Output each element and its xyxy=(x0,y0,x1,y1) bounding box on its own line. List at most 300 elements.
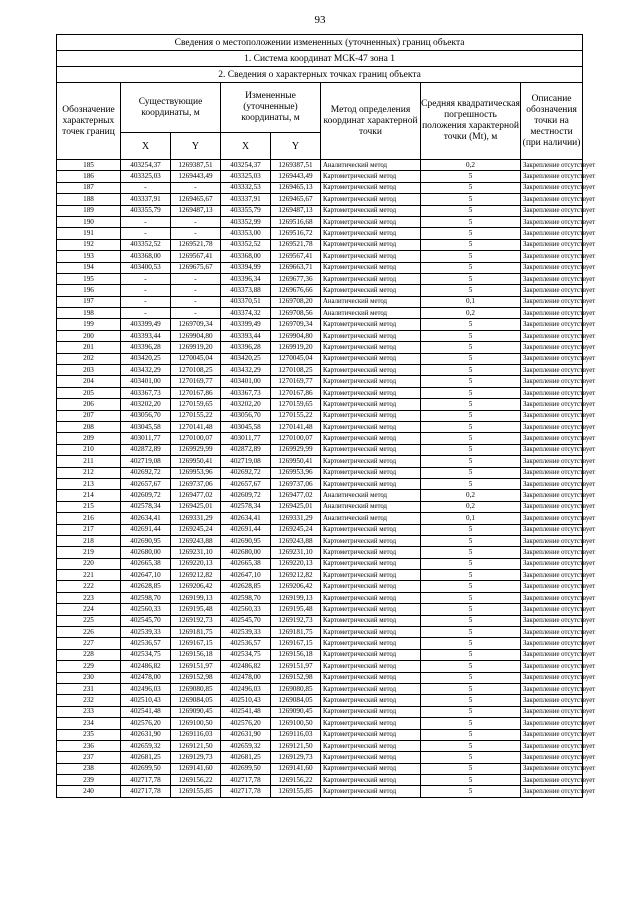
cell-existing-y: 1269904,80 xyxy=(171,330,221,341)
cell-existing-x: - xyxy=(121,273,171,284)
cell-changed-y: 1269199,13 xyxy=(271,592,321,603)
table-row xyxy=(57,433,583,444)
cell-changed-x: 403367,73 xyxy=(221,387,271,398)
cell-existing-y: 1269167,15 xyxy=(171,638,221,649)
cell-existing-x: 402717,78 xyxy=(121,786,171,797)
cell-point-id: 197 xyxy=(57,296,121,307)
cell-point-id: 213 xyxy=(57,478,121,489)
cell-method: Картометрический метод xyxy=(321,387,421,398)
table-row xyxy=(57,775,583,786)
table-row xyxy=(57,763,583,774)
cell-point-id: 201 xyxy=(57,342,121,353)
cell-existing-y: - xyxy=(171,285,221,296)
cell-existing-x: 402691,44 xyxy=(121,524,171,535)
cell-accuracy: 5 xyxy=(421,387,521,398)
cell-accuracy: 0,2 xyxy=(421,501,521,512)
cell-description: Закрепление отсутствует xyxy=(521,729,583,740)
table-row xyxy=(57,182,583,193)
cell-method: Картометрический метод xyxy=(321,672,421,683)
cell-existing-y: 1269331,29 xyxy=(171,513,221,524)
cell-description: Закрепление отсутствует xyxy=(521,456,583,467)
cell-accuracy: 5 xyxy=(421,786,521,797)
cell-changed-x: 402699,50 xyxy=(221,763,271,774)
cell-accuracy: 5 xyxy=(421,752,521,763)
cell-existing-y: 1269156,22 xyxy=(171,775,221,786)
cell-accuracy: 5 xyxy=(421,672,521,683)
cell-changed-x: 402560,33 xyxy=(221,604,271,615)
table-row xyxy=(57,171,583,182)
cell-method: Картометрический метод xyxy=(321,649,421,660)
cell-changed-y: 1269331,29 xyxy=(271,513,321,524)
cell-existing-y: 1269152,98 xyxy=(171,672,221,683)
cell-changed-x: 402692,72 xyxy=(221,467,271,478)
cell-accuracy: 5 xyxy=(421,182,521,193)
table-row xyxy=(57,194,583,205)
table-row xyxy=(57,342,583,353)
cell-method: Картометрический метод xyxy=(321,638,421,649)
cell-changed-x: 402647,10 xyxy=(221,570,271,581)
cell-description: Закрепление отсутствует xyxy=(521,342,583,353)
table-row xyxy=(57,205,583,216)
cell-method: Картометрический метод xyxy=(321,627,421,638)
cell-accuracy: 5 xyxy=(421,205,521,216)
cell-changed-y: 1269737,06 xyxy=(271,478,321,489)
col-header-changed: Измененные (уточненные) координаты, м xyxy=(221,83,321,133)
cell-changed-y: 1269516,68 xyxy=(271,216,321,227)
cell-existing-y: 1269121,50 xyxy=(171,740,221,751)
cell-accuracy: 5 xyxy=(421,410,521,421)
cell-changed-y: 1269090,45 xyxy=(271,706,321,717)
cell-point-id: 233 xyxy=(57,706,121,717)
table-row xyxy=(57,501,583,512)
cell-existing-x: 403045,58 xyxy=(121,421,171,432)
cell-changed-y: 1269141,60 xyxy=(271,763,321,774)
cell-changed-x: 403373,88 xyxy=(221,285,271,296)
cell-existing-y: 1269199,13 xyxy=(171,592,221,603)
cell-description: Закрепление отсутствует xyxy=(521,160,583,171)
cell-description: Закрепление отсутствует xyxy=(521,228,583,239)
cell-changed-x: 402545,70 xyxy=(221,615,271,626)
cell-existing-x: 403011,77 xyxy=(121,433,171,444)
cell-existing-x: 402719,08 xyxy=(121,456,171,467)
table-row xyxy=(57,490,583,501)
cell-point-id: 189 xyxy=(57,205,121,216)
cell-changed-x: 402578,34 xyxy=(221,501,271,512)
cell-existing-x: 402657,67 xyxy=(121,478,171,489)
cell-existing-y: 1269953,96 xyxy=(171,467,221,478)
cell-accuracy: 5 xyxy=(421,775,521,786)
cell-method: Картометрический метод xyxy=(321,467,421,478)
cell-method: Картометрический метод xyxy=(321,456,421,467)
cell-description: Закрепление отсутствует xyxy=(521,672,583,683)
cell-point-id: 205 xyxy=(57,387,121,398)
cell-method: Аналитический метод xyxy=(321,296,421,307)
cell-existing-x: 402541,48 xyxy=(121,706,171,717)
cell-existing-y: 1269737,06 xyxy=(171,478,221,489)
cell-existing-y: 1269567,41 xyxy=(171,251,221,262)
cell-changed-x: 403399,49 xyxy=(221,319,271,330)
table-row xyxy=(57,729,583,740)
col-header-existing-x: X xyxy=(121,133,171,160)
cell-description: Закрепление отсутствует xyxy=(521,296,583,307)
cell-method: Картометрический метод xyxy=(321,695,421,706)
col-header-description: Описание обозначения точки на местности (при наличии) xyxy=(521,83,583,160)
cell-changed-x: 402609,72 xyxy=(221,490,271,501)
cell-accuracy: 5 xyxy=(421,467,521,478)
cell-existing-x: - xyxy=(121,308,171,319)
cell-changed-y: 1269206,42 xyxy=(271,581,321,592)
cell-point-id: 226 xyxy=(57,627,121,638)
cell-description: Закрепление отсутствует xyxy=(521,421,583,432)
cell-changed-y: 1269181,75 xyxy=(271,627,321,638)
cell-description: Закрепление отсутствует xyxy=(521,433,583,444)
cell-point-id: 187 xyxy=(57,182,121,193)
table-row xyxy=(57,467,583,478)
cell-changed-y: 1269231,10 xyxy=(271,547,321,558)
cell-point-id: 196 xyxy=(57,285,121,296)
cell-changed-x: 402872,89 xyxy=(221,444,271,455)
cell-accuracy: 5 xyxy=(421,604,521,615)
table-row xyxy=(57,615,583,626)
cell-existing-x: 403399,49 xyxy=(121,319,171,330)
cell-description: Закрепление отсутствует xyxy=(521,490,583,501)
cell-description: Закрепление отсутствует xyxy=(521,194,583,205)
cell-point-id: 212 xyxy=(57,467,121,478)
cell-accuracy: 5 xyxy=(421,581,521,592)
cell-changed-x: 402534,75 xyxy=(221,649,271,660)
table-row xyxy=(57,160,583,171)
cell-point-id: 237 xyxy=(57,752,121,763)
cell-description: Закрепление отсутствует xyxy=(521,330,583,341)
cell-changed-x: 403396,28 xyxy=(221,342,271,353)
cell-existing-x: 403400,53 xyxy=(121,262,171,273)
cell-description: Закрепление отсутствует xyxy=(521,604,583,615)
cell-accuracy: 5 xyxy=(421,330,521,341)
cell-existing-y: 1269465,67 xyxy=(171,194,221,205)
cell-description: Закрепление отсутствует xyxy=(521,365,583,376)
cell-accuracy: 5 xyxy=(421,661,521,672)
cell-point-id: 227 xyxy=(57,638,121,649)
cell-description: Закрепление отсутствует xyxy=(521,638,583,649)
cell-existing-x: 402598,70 xyxy=(121,592,171,603)
table-row xyxy=(57,524,583,535)
cell-existing-y: 1269151,97 xyxy=(171,661,221,672)
cell-changed-y: 1269919,20 xyxy=(271,342,321,353)
cell-changed-x: 403011,77 xyxy=(221,433,271,444)
cell-description: Закрепление отсутствует xyxy=(521,615,583,626)
cell-description: Закрепление отсутствует xyxy=(521,683,583,694)
cell-method: Картометрический метод xyxy=(321,376,421,387)
cell-existing-y: - xyxy=(171,308,221,319)
table-row xyxy=(57,604,583,615)
cell-changed-x: 402539,33 xyxy=(221,627,271,638)
cell-existing-x: 402681,25 xyxy=(121,752,171,763)
cell-description: Закрепление отсутствует xyxy=(521,786,583,797)
cell-description: Закрепление отсутствует xyxy=(521,501,583,512)
cell-changed-y: 1270108,25 xyxy=(271,365,321,376)
cell-changed-y: 1269465,67 xyxy=(271,194,321,205)
cell-point-id: 186 xyxy=(57,171,121,182)
table-row xyxy=(57,638,583,649)
cell-point-id: 240 xyxy=(57,786,121,797)
cell-changed-y: 1269929,99 xyxy=(271,444,321,455)
cell-point-id: 202 xyxy=(57,353,121,364)
table-row xyxy=(57,285,583,296)
cell-existing-y: 1269950,41 xyxy=(171,456,221,467)
cell-description: Закрепление отсутствует xyxy=(521,467,583,478)
cell-existing-y: 1269206,42 xyxy=(171,581,221,592)
cell-changed-x: 402659,32 xyxy=(221,740,271,751)
cell-point-id: 199 xyxy=(57,319,121,330)
cell-existing-x: 403368,00 xyxy=(121,251,171,262)
table-row xyxy=(57,581,583,592)
cell-accuracy: 0,1 xyxy=(421,296,521,307)
cell-method: Аналитический метод xyxy=(321,308,421,319)
col-header-point-id: Обозначение характерных точек границ xyxy=(57,83,121,160)
cell-point-id: 211 xyxy=(57,456,121,467)
cell-method: Картометрический метод xyxy=(321,718,421,729)
cell-changed-y: 1269245,24 xyxy=(271,524,321,535)
cell-existing-x: 402578,34 xyxy=(121,501,171,512)
cell-existing-x: 402699,50 xyxy=(121,763,171,774)
cell-point-id: 203 xyxy=(57,365,121,376)
cell-existing-x: 402510,43 xyxy=(121,695,171,706)
cell-method: Картометрический метод xyxy=(321,706,421,717)
cell-method: Картометрический метод xyxy=(321,581,421,592)
cell-changed-y: 1270045,04 xyxy=(271,353,321,364)
cell-existing-x: 402665,38 xyxy=(121,558,171,569)
cell-accuracy: 5 xyxy=(421,273,521,284)
cell-changed-x: 403202,20 xyxy=(221,399,271,410)
cell-existing-y: 1269129,73 xyxy=(171,752,221,763)
cell-description: Закрепление отсутствует xyxy=(521,285,583,296)
cell-accuracy: 5 xyxy=(421,421,521,432)
cell-changed-y: 1269152,98 xyxy=(271,672,321,683)
cell-method: Картометрический метод xyxy=(321,661,421,672)
cell-existing-y: 1269477,02 xyxy=(171,490,221,501)
cell-existing-x: - xyxy=(121,182,171,193)
table-body xyxy=(57,160,596,798)
cell-changed-y: 1270169,77 xyxy=(271,376,321,387)
cell-description: Закрепление отсутствует xyxy=(521,535,583,546)
cell-existing-x: 402496,03 xyxy=(121,683,171,694)
cell-description: Закрепление отсутствует xyxy=(521,570,583,581)
cell-changed-y: 1270100,07 xyxy=(271,433,321,444)
cell-existing-x: 403393,44 xyxy=(121,330,171,341)
cell-changed-y: 1269100,50 xyxy=(271,718,321,729)
cell-description: Закрепление отсутствует xyxy=(521,308,583,319)
cell-method: Картометрический метод xyxy=(321,182,421,193)
cell-method: Картометрический метод xyxy=(321,615,421,626)
cell-accuracy: 5 xyxy=(421,399,521,410)
cell-existing-y: 1269181,75 xyxy=(171,627,221,638)
cell-existing-x: 402478,00 xyxy=(121,672,171,683)
table-row xyxy=(57,273,583,284)
cell-method: Картометрический метод xyxy=(321,251,421,262)
cell-changed-y: 1269220,13 xyxy=(271,558,321,569)
cell-method: Картометрический метод xyxy=(321,478,421,489)
cell-existing-x: 403325,03 xyxy=(121,171,171,182)
cell-changed-y: 1269677,36 xyxy=(271,273,321,284)
table-row xyxy=(57,387,583,398)
cell-changed-x: 402536,57 xyxy=(221,638,271,649)
cell-changed-y: 1269155,85 xyxy=(271,786,321,797)
cell-description: Закрепление отсутствует xyxy=(521,558,583,569)
cell-existing-y: 1270167,86 xyxy=(171,387,221,398)
cell-changed-x: 403368,00 xyxy=(221,251,271,262)
cell-existing-x: 403401,00 xyxy=(121,376,171,387)
cell-accuracy: 5 xyxy=(421,319,521,330)
cell-existing-y: 1269155,85 xyxy=(171,786,221,797)
cell-point-id: 206 xyxy=(57,399,121,410)
cell-method: Картометрический метод xyxy=(321,604,421,615)
cell-description: Закрепление отсутствует xyxy=(521,410,583,421)
table-row xyxy=(57,308,583,319)
cell-existing-x: 402539,33 xyxy=(121,627,171,638)
cell-description: Закрепление отсутствует xyxy=(521,592,583,603)
cell-accuracy: 5 xyxy=(421,627,521,638)
table-row xyxy=(57,216,583,227)
cell-accuracy: 5 xyxy=(421,718,521,729)
cell-point-id: 238 xyxy=(57,763,121,774)
cell-changed-x: 403370,51 xyxy=(221,296,271,307)
cell-existing-x: - xyxy=(121,216,171,227)
cell-changed-x: 402691,44 xyxy=(221,524,271,535)
cell-existing-y: 1269231,10 xyxy=(171,547,221,558)
cell-point-id: 194 xyxy=(57,262,121,273)
cell-existing-y: 1269425,01 xyxy=(171,501,221,512)
cell-method: Картометрический метод xyxy=(321,273,421,284)
cell-point-id: 220 xyxy=(57,558,121,569)
cell-existing-x: 403202,20 xyxy=(121,399,171,410)
cell-point-id: 188 xyxy=(57,194,121,205)
cell-existing-x: 402872,89 xyxy=(121,444,171,455)
cell-existing-y: 1270045,04 xyxy=(171,353,221,364)
cell-changed-x: 402486,82 xyxy=(221,661,271,672)
cell-accuracy: 5 xyxy=(421,342,521,353)
cell-changed-y: 1269116,03 xyxy=(271,729,321,740)
cell-method: Картометрический метод xyxy=(321,592,421,603)
cell-point-id: 191 xyxy=(57,228,121,239)
cell-point-id: 200 xyxy=(57,330,121,341)
cell-changed-y: 1269953,96 xyxy=(271,467,321,478)
cell-changed-x: 402576,20 xyxy=(221,718,271,729)
cell-existing-y: 1269243,88 xyxy=(171,535,221,546)
cell-description: Закрепление отсутствует xyxy=(521,251,583,262)
cell-method: Картометрический метод xyxy=(321,775,421,786)
cell-existing-y: 1269116,03 xyxy=(171,729,221,740)
cell-existing-x: 402692,72 xyxy=(121,467,171,478)
cell-changed-x: 403353,00 xyxy=(221,228,271,239)
cell-description: Закрепление отсутствует xyxy=(521,239,583,250)
cell-point-id: 230 xyxy=(57,672,121,683)
cell-description: Закрепление отсутствует xyxy=(521,399,583,410)
cell-existing-y: 1269195,48 xyxy=(171,604,221,615)
cell-changed-x: 402717,78 xyxy=(221,775,271,786)
table-row xyxy=(57,740,583,751)
cell-changed-x: 402719,08 xyxy=(221,456,271,467)
cell-point-id: 207 xyxy=(57,410,121,421)
table-row xyxy=(57,365,583,376)
cell-accuracy: 5 xyxy=(421,547,521,558)
table-row xyxy=(57,228,583,239)
cell-existing-y: 1269212,82 xyxy=(171,570,221,581)
cell-existing-y: - xyxy=(171,216,221,227)
table-row xyxy=(57,786,583,797)
coordinate-system-title: 1. Система координат МСК-47 зона 1 xyxy=(57,51,583,67)
cell-point-id: 221 xyxy=(57,570,121,581)
cell-point-id: 225 xyxy=(57,615,121,626)
cell-accuracy: 5 xyxy=(421,365,521,376)
cell-description: Закрепление отсутствует xyxy=(521,216,583,227)
table-row xyxy=(57,683,583,694)
table-row xyxy=(57,661,583,672)
cell-changed-y: 1269425,01 xyxy=(271,501,321,512)
cell-changed-y: 1269443,49 xyxy=(271,171,321,182)
cell-existing-x: 402536,57 xyxy=(121,638,171,649)
cell-accuracy: 5 xyxy=(421,478,521,489)
cell-description: Закрепление отсутствует xyxy=(521,649,583,660)
cell-description: Закрепление отсутствует xyxy=(521,387,583,398)
cell-changed-y: 1269708,56 xyxy=(271,308,321,319)
cell-changed-x: 402510,43 xyxy=(221,695,271,706)
cell-changed-x: 402690,95 xyxy=(221,535,271,546)
table-row xyxy=(57,592,583,603)
cell-accuracy: 5 xyxy=(421,433,521,444)
cell-existing-y: 1269443,49 xyxy=(171,171,221,182)
cell-existing-y: 1269192,73 xyxy=(171,615,221,626)
cell-existing-y: 1269100,50 xyxy=(171,718,221,729)
cell-method: Картометрический метод xyxy=(321,330,421,341)
cell-accuracy: 5 xyxy=(421,535,521,546)
cell-changed-x: 402665,38 xyxy=(221,558,271,569)
cell-accuracy: 5 xyxy=(421,376,521,387)
cell-point-id: 218 xyxy=(57,535,121,546)
cell-changed-y: 1269709,34 xyxy=(271,319,321,330)
cell-description: Закрепление отсутствует xyxy=(521,273,583,284)
cell-method: Картометрический метод xyxy=(321,535,421,546)
cell-existing-y: 1269521,78 xyxy=(171,239,221,250)
cell-method: Картометрический метод xyxy=(321,444,421,455)
cell-changed-y: 1269080,85 xyxy=(271,683,321,694)
cell-changed-x: 403254,37 xyxy=(221,160,271,171)
table-row xyxy=(57,547,583,558)
cell-existing-y: 1269084,05 xyxy=(171,695,221,706)
cell-existing-x: - xyxy=(121,285,171,296)
cell-existing-y: 1270159,65 xyxy=(171,399,221,410)
cell-existing-x: 402534,75 xyxy=(121,649,171,660)
cell-existing-y: 1269141,60 xyxy=(171,763,221,774)
cell-existing-x: 402717,78 xyxy=(121,775,171,786)
cell-changed-x: 403352,99 xyxy=(221,216,271,227)
cell-accuracy: 0,2 xyxy=(421,490,521,501)
cell-point-id: 228 xyxy=(57,649,121,660)
cell-description: Закрепление отсутствует xyxy=(521,262,583,273)
cell-point-id: 232 xyxy=(57,695,121,706)
cell-description: Закрепление отсутствует xyxy=(521,513,583,524)
cell-existing-x: 403355,79 xyxy=(121,205,171,216)
cell-changed-x: 403401,00 xyxy=(221,376,271,387)
cell-existing-x: 402659,32 xyxy=(121,740,171,751)
cell-changed-y: 1269521,78 xyxy=(271,239,321,250)
cell-existing-y: 1269675,67 xyxy=(171,262,221,273)
cell-changed-y: 1269212,82 xyxy=(271,570,321,581)
cell-accuracy: 5 xyxy=(421,285,521,296)
cell-point-id: 193 xyxy=(57,251,121,262)
cell-changed-x: 403355,79 xyxy=(221,205,271,216)
cell-description: Закрепление отсутствует xyxy=(521,376,583,387)
cell-method: Картометрический метод xyxy=(321,262,421,273)
